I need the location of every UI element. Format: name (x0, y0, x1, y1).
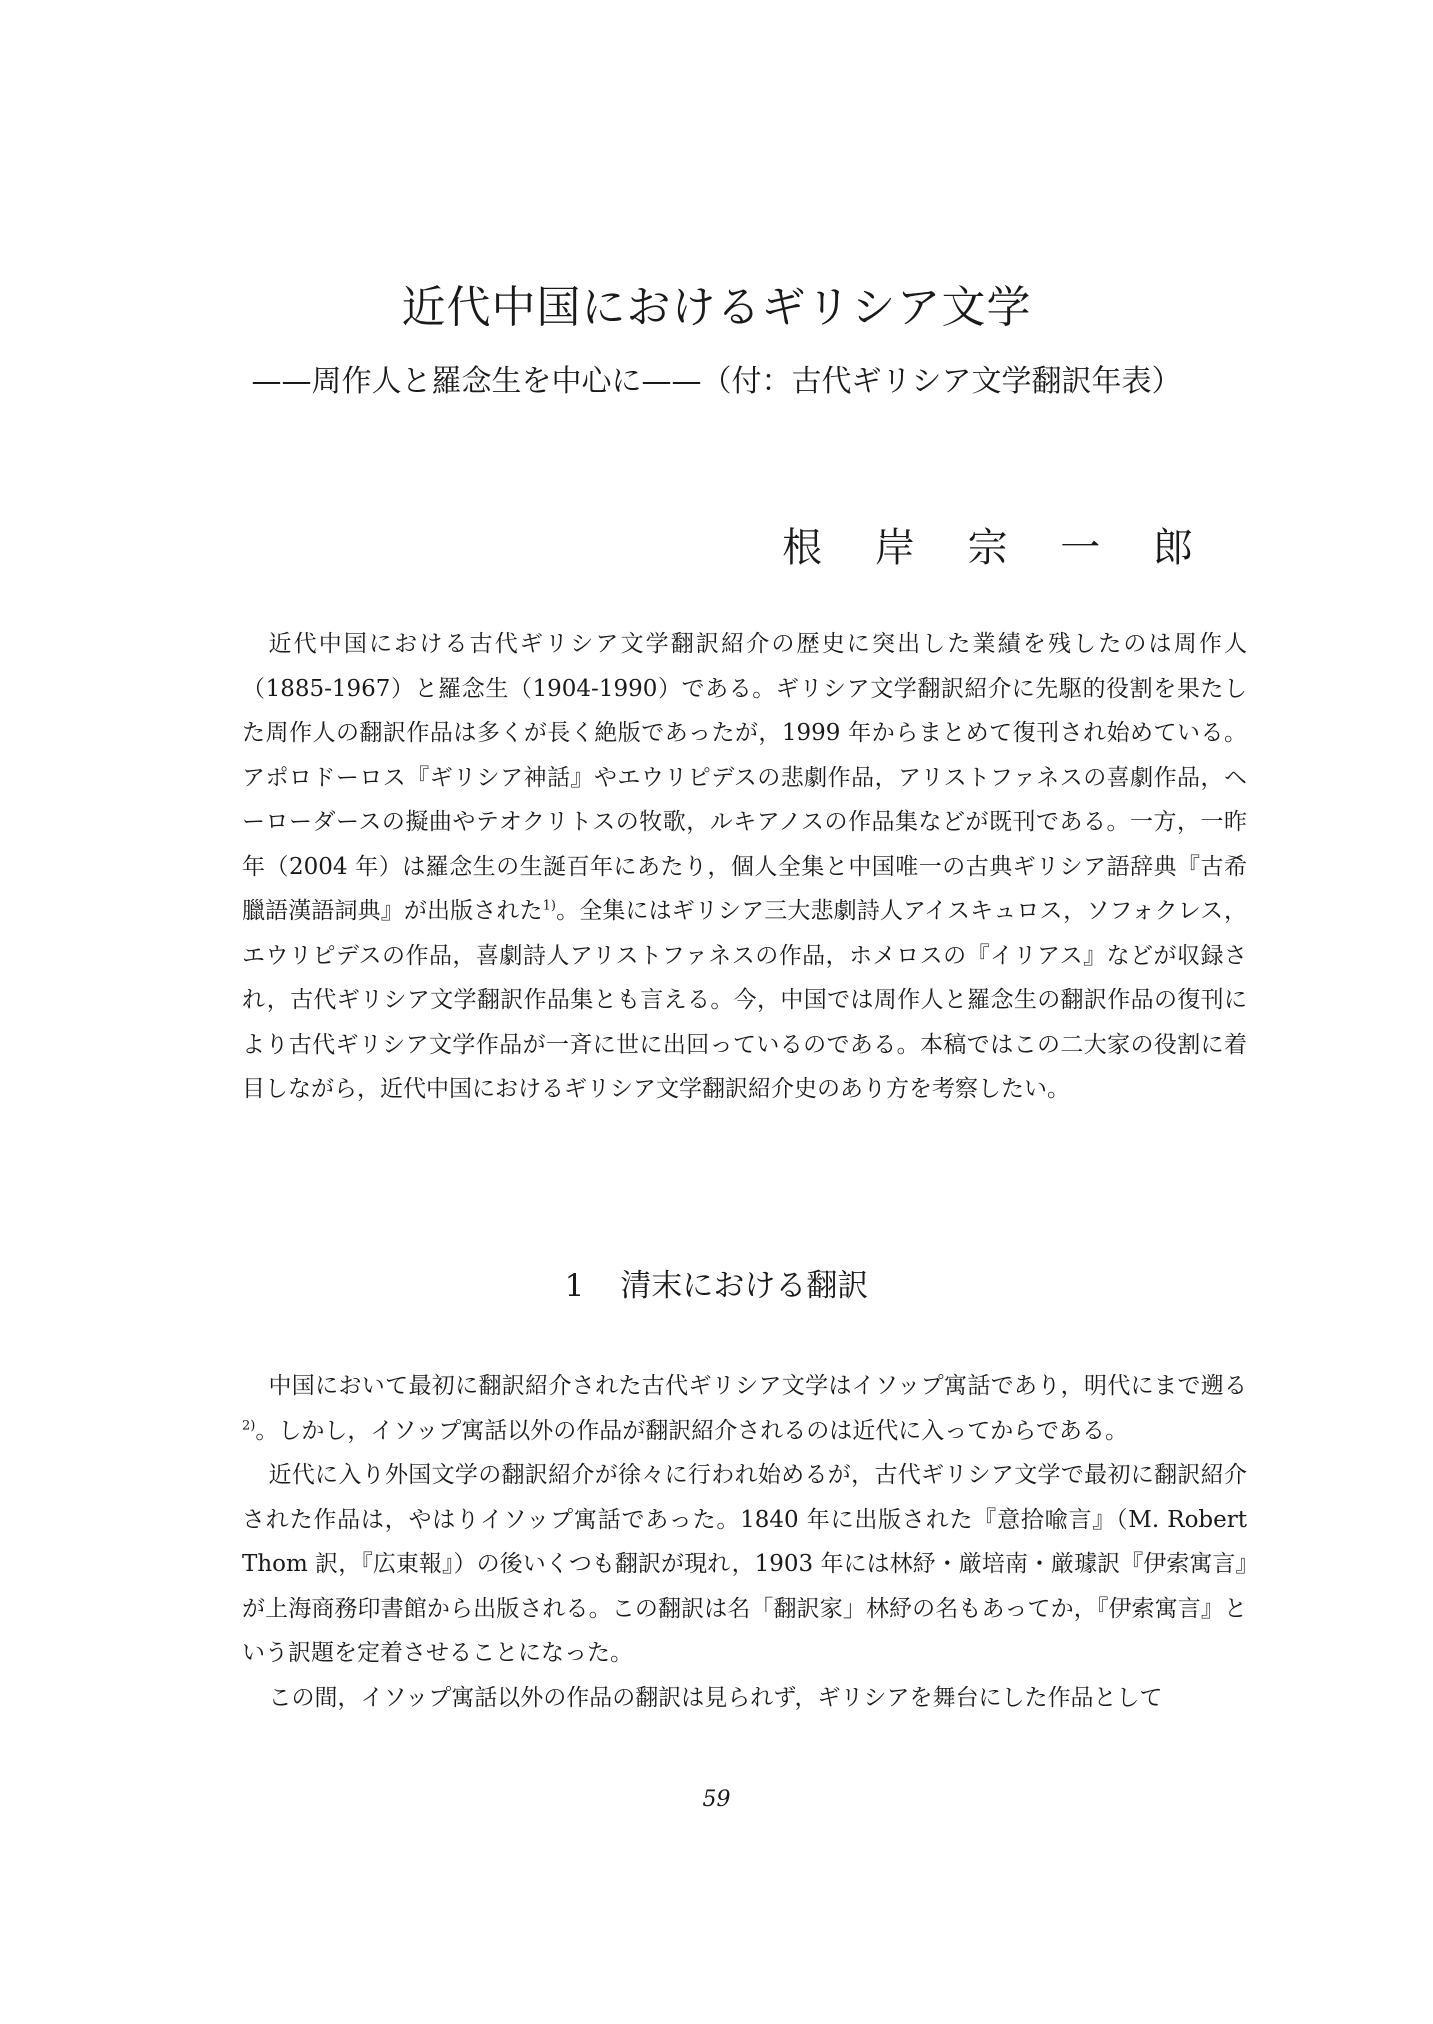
section-paragraph-1 (242, 1364, 1247, 1453)
page-number: 59 (702, 1787, 731, 1812)
intro-section (242, 622, 1247, 1112)
article-subtitle: ——周作人と羅念生を中心に——（付：古代ギリシア文学翻訳年表） (251, 364, 1182, 399)
intro-text-part1: 近代中国における古代ギリシア文学翻訳紹介の歴史に突出した業績を残したのは周作人（1885-1967）と羅念生（1904-1990）である。ギリシア文学翻訳紹介に先駆的役割を果たした周作人の翻訳作品は多くが長く絶版であったが，1999 年からまとめて復刊され始めている。アポロドーロス『ギリシア神話』やエウリピデスの悲劇作品，アリストファネスの喜劇作品，ヘーローダースの擬曲やテオクリトスの牧歌，ルキアノスの作品集などが既刊である。一方，一昨年（2004 年）は羅念生の生誕百年にあたり，個人全集と中国唯一の古典ギリシア語辞典『古希臘語漢語詞典』が出版された (242, 631, 1247, 924)
intro-paragraph (242, 622, 1247, 1112)
intro-text-part2: 。全集にはギリシア三大悲劇詩人アイスキュロス，ソフォクレス，エウリピデスの作品，喜劇詩人アリストファネスの作品，ホメロスの『イリアス』などが収録され，古代ギリシア文学翻訳作品集とも言える。今，中国では周作人と羅念生の翻訳作品の復刊により古代ギリシア文学作品が一斉に世に出回っているのである。本稿ではこの二大家の役割に着目しながら，近代中国におけるギリシア文学翻訳紹介史のあり方を考察したい。 (242, 898, 1248, 1102)
article-title: 近代中国におけるギリシア文学 (401, 282, 1032, 333)
section-paragraph-1-part1: 中国において最初に翻訳紹介された古代ギリシア文学はイソップ寓話であり，明代にまで遡る (268, 1373, 1247, 1399)
section-number: 1 (564, 1268, 585, 1304)
section-heading (0, 1262, 1433, 1310)
section-1-body (242, 1364, 1247, 1720)
footnote-marker-2: 2) (242, 1417, 256, 1433)
section-title: 清末における翻訳 (620, 1268, 869, 1304)
section-paragraph-2: 近代に入り外国文学の翻訳紹介が徐々に行われ始めるが，古代ギリシア文学で最初に翻訳紹介された作品は，やはりイソップ寓話であった。1840 年に出版された『意拾喩言』（M. Robert Thom 訳，『広東報』）の後いくつも翻訳が現れ，1903 年には林紓・厳培南・厳璩訳『伊索寓言』が上海商務印書館から出版される。この翻訳は名「翻訳家」林紓の名もあってか，『伊索寓言』という訳題を定着させることになった。 (242, 1462, 1247, 1666)
footnote-marker-1: 1) (542, 898, 556, 914)
section-paragraph-1-part2: 。しかし，イソップ寓話以外の作品が翻訳紹介されるのは近代に入ってからである。 (255, 1417, 1128, 1444)
section-paragraph-3: この間，イソップ寓話以外の作品の翻訳は見られず，ギリシアを舞台にした作品として (268, 1684, 1163, 1711)
author-name: 根 岸 宗 一 郎 (782, 525, 1213, 571)
